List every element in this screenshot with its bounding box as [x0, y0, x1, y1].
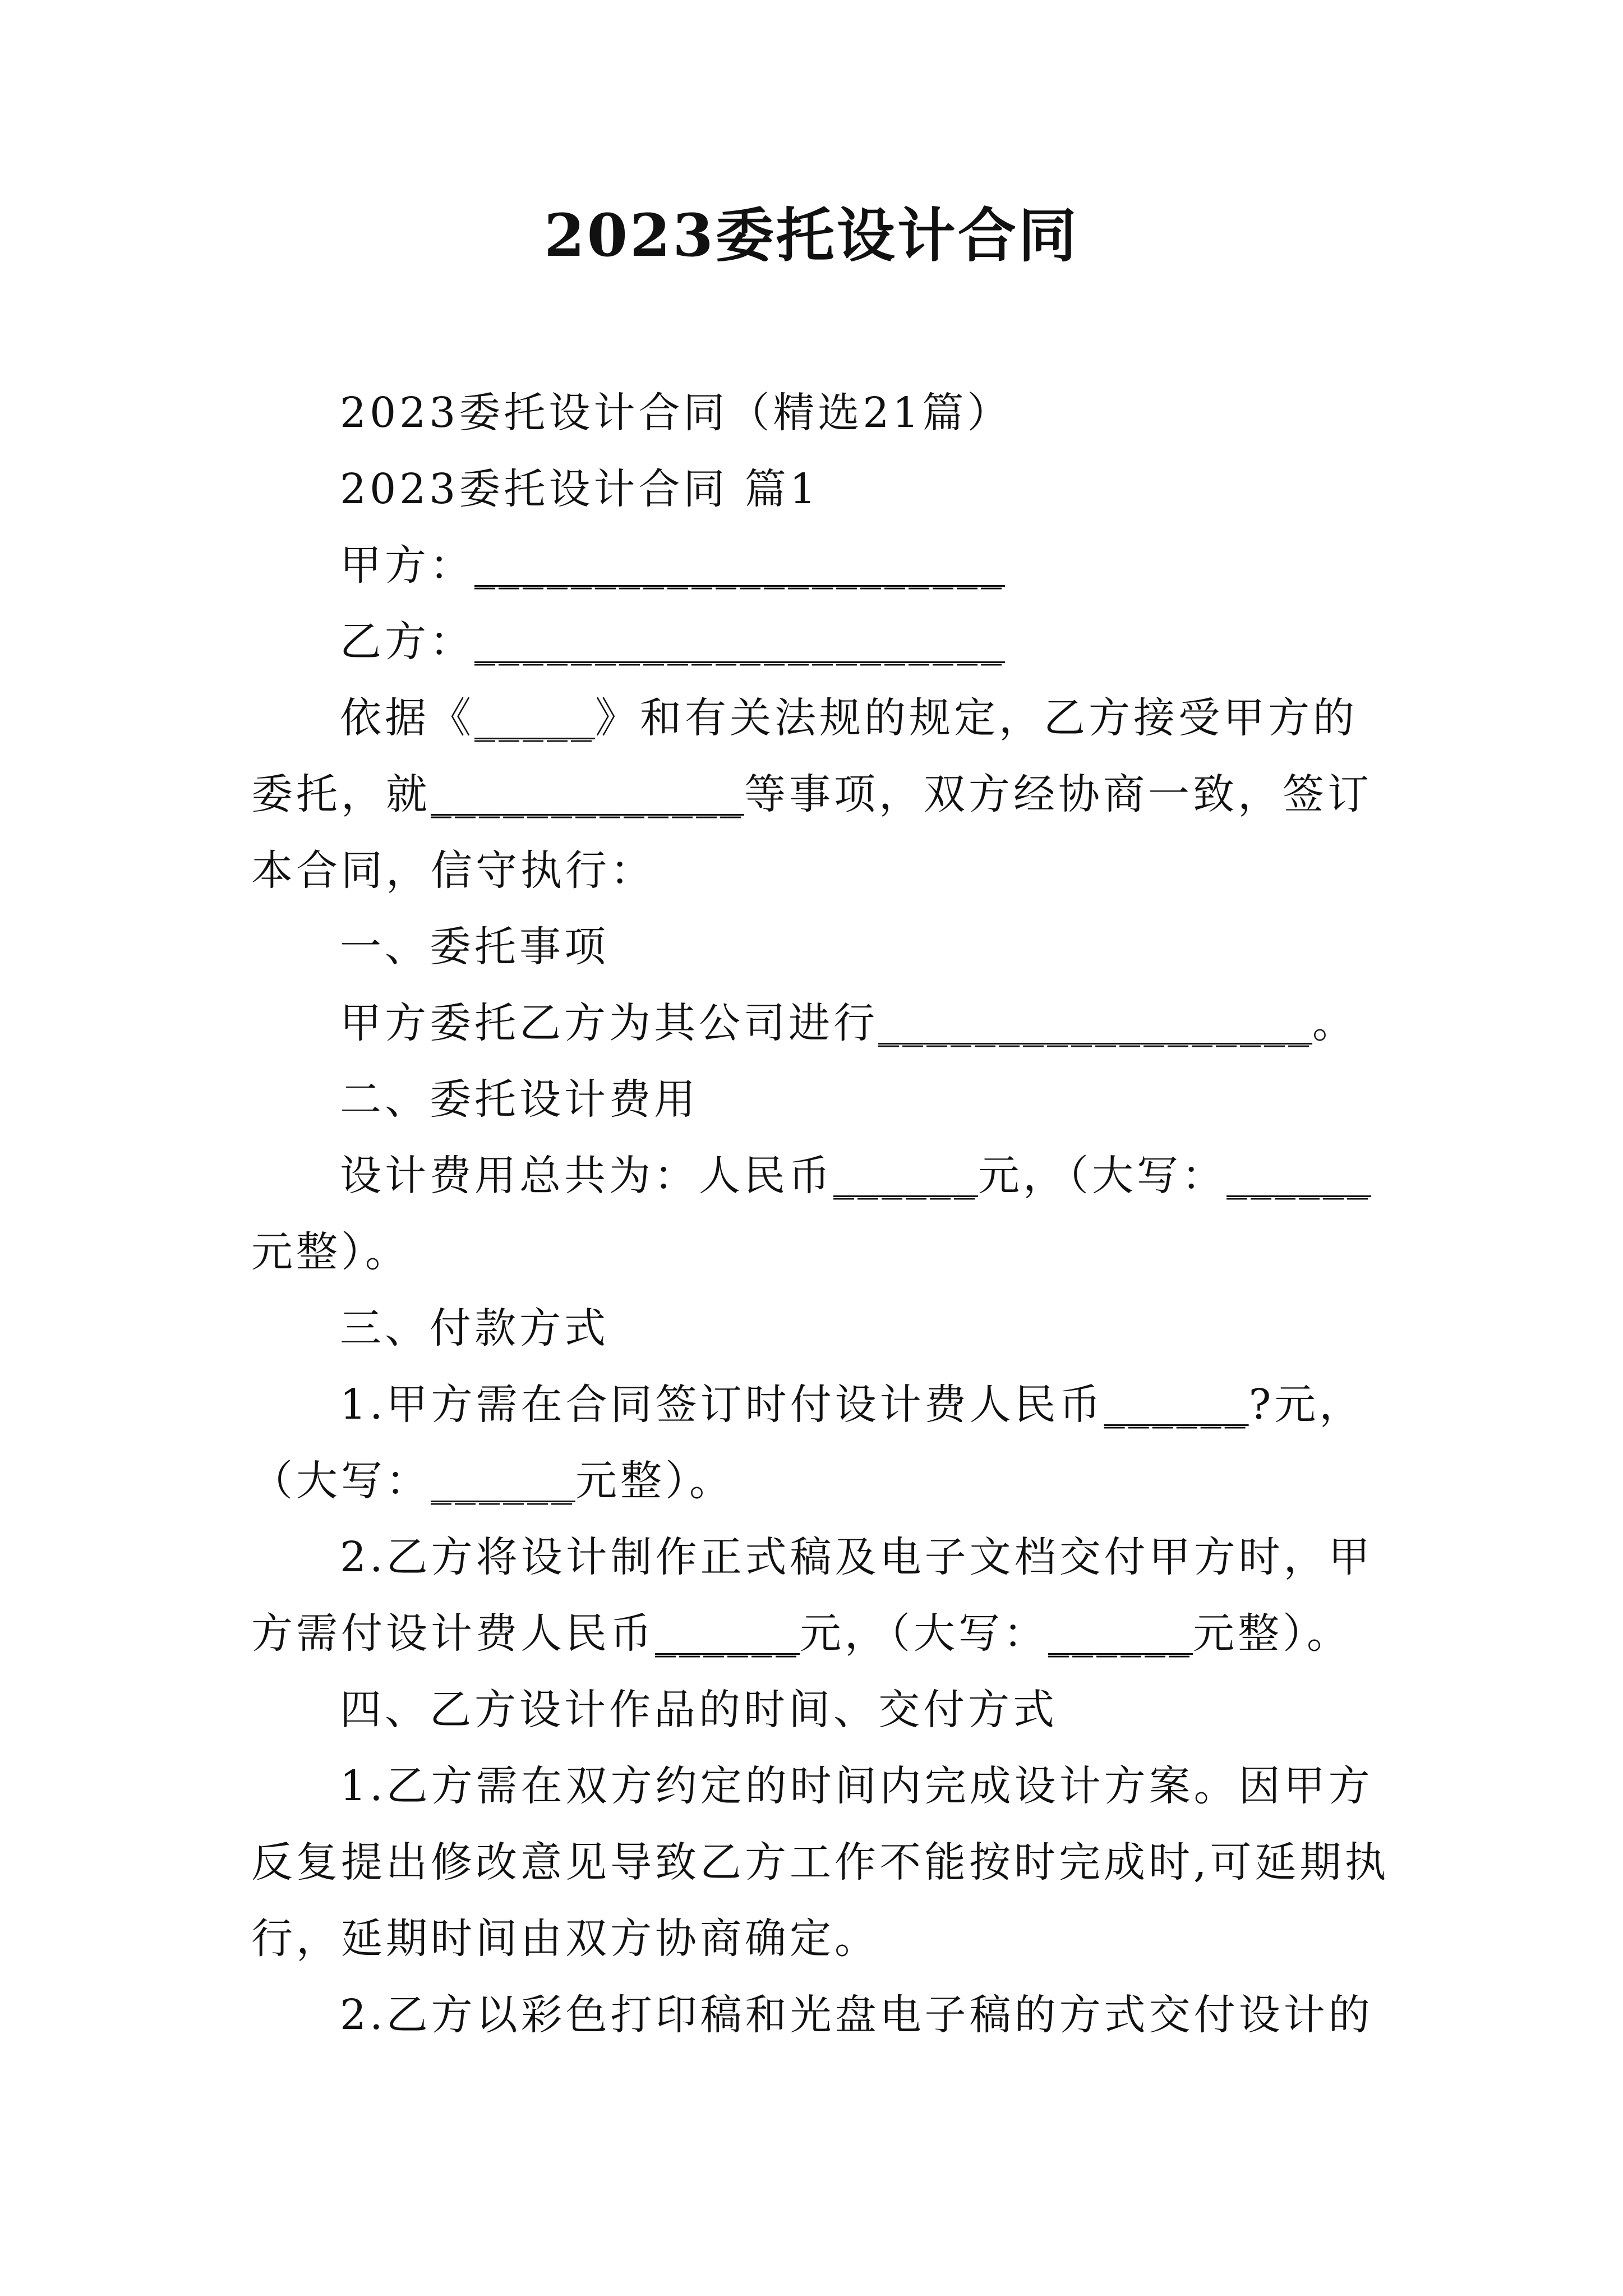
paragraph — [251, 680, 1390, 909]
paragraph — [251, 375, 1390, 451]
paragraph-text: ?元，（大写： — [251, 1381, 1364, 1505]
fill-in-blank: ______________________ — [474, 618, 1005, 666]
paragraph — [251, 909, 1390, 985]
fill-in-blank: ______ — [1104, 1381, 1249, 1429]
paragraph-text: 1.乙方需在双方约定的时间内完成设计方案。因甲方反复提出修改意见导致乙方工作不能按时完成时,可延期执行，延期时间由双方协商确定。 — [251, 1762, 1390, 1963]
paragraph-text: 甲方委托乙方为其公司进行 — [340, 999, 878, 1047]
paragraph-text: 2.乙方将设计制作正式稿及电子文档交付甲方时，甲方需付设计费人民币 — [251, 1533, 1373, 1658]
paragraph — [251, 1672, 1390, 1748]
paragraph-text: 元整）。 — [1193, 1609, 1352, 1658]
paragraph — [251, 1290, 1390, 1366]
paragraph-text: 四、乙方设计作品的时间、交付方式 — [340, 1686, 1058, 1734]
paragraph-text: 二、委托设计费用 — [340, 1075, 699, 1124]
paragraph-text: 等事项，双方经协商一致，签订本合同，信守执行： — [251, 770, 1372, 895]
paragraph-text: 元整）。 — [251, 1228, 410, 1276]
paragraph-text: 设计费用总共为：人民币 — [340, 1152, 833, 1200]
paragraph — [251, 985, 1390, 1061]
paragraph — [251, 527, 1390, 604]
paragraph-text: 元，（大写： — [978, 1152, 1227, 1200]
paragraph — [251, 1061, 1390, 1138]
paragraph-text: 元整）。 — [575, 1457, 734, 1505]
paragraph — [251, 1977, 1390, 2053]
document-title: 2023委托设计合同 — [544, 201, 1079, 270]
paragraph-text: 依据《 — [340, 694, 474, 742]
paragraph-text: 三、付款方式 — [340, 1304, 609, 1352]
paragraph — [251, 1519, 1390, 1672]
fill-in-blank: _____________ — [431, 770, 744, 818]
paragraph-text: 1.甲方需在合同签订时付设计费人民币 — [340, 1381, 1104, 1429]
paragraph — [251, 1748, 1390, 1977]
fill-in-blank: ______ — [1227, 1152, 1371, 1200]
paragraph-text: 。 — [1312, 999, 1357, 1047]
fill-in-blank: __________________ — [878, 999, 1312, 1047]
paragraph-text: 2.乙方以彩色打印稿和光盘电子稿的方式交付设计的 — [340, 1991, 1373, 2039]
paragraph — [251, 1366, 1390, 1519]
fill-in-blank: ______ — [833, 1152, 978, 1200]
paragraph-text: 》和有关法规的规定，乙方接受甲方的委托，就 — [251, 694, 1358, 818]
paragraph-text: 元，（大写： — [800, 1609, 1048, 1658]
fill-in-blank: ______ — [655, 1609, 800, 1658]
fill-in-blank: _____ — [474, 694, 595, 742]
paragraph — [251, 604, 1390, 680]
fill-in-blank: ______________________ — [474, 541, 1005, 590]
paragraph-text: 2023委托设计合同（精选21篇） — [340, 389, 1012, 437]
paragraph-text: 2023委托设计合同 篇1 — [340, 465, 819, 513]
document-body — [251, 375, 1390, 2053]
paragraph-text: 甲方： — [340, 541, 474, 590]
paragraph — [251, 1138, 1390, 1290]
fill-in-blank: ______ — [431, 1457, 575, 1505]
paragraph-text: 一、委托事项 — [340, 923, 609, 971]
fill-in-blank: ______ — [1048, 1609, 1193, 1658]
paragraph-text: 乙方： — [340, 618, 474, 666]
paragraph — [251, 451, 1390, 527]
